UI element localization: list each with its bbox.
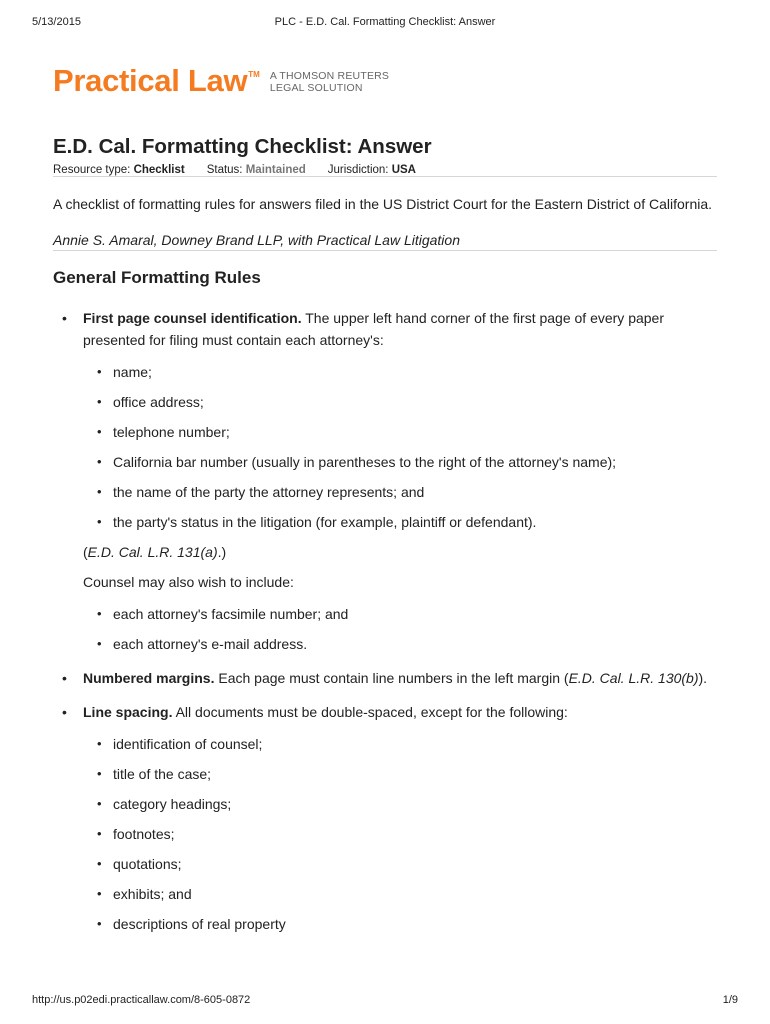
meta-status	[207, 164, 306, 176]
list-item: • California bar number (usually in parentheses to the right of the attorney's name);	[83, 451, 717, 473]
document-summary: A checklist of formatting rules for answers filed in the US District Court for the Eastern District of California.	[53, 196, 713, 212]
list-item: • descriptions of real property	[83, 913, 717, 935]
print-title: PLC - E.D. Cal. Formatting Checklist: Answer	[274, 16, 496, 28]
logo-tm: TM	[248, 70, 260, 79]
list-item: • identification of counsel;	[83, 733, 717, 755]
list-item: • the name of the party the attorney represents; and	[83, 481, 717, 503]
list-item: • title of the case;	[83, 763, 717, 785]
meta-resource-type	[53, 164, 185, 176]
meta-status-label: Status:	[206, 164, 243, 176]
list-item: • footnotes;	[83, 823, 717, 845]
page-title: E.D. Cal. Formatting Checklist: Answer	[53, 135, 432, 158]
list-item	[53, 701, 717, 935]
citation-paragraph	[83, 541, 717, 563]
meta-jurisdiction-label: Jurisdiction:	[327, 164, 389, 176]
practical-law-logo[interactable]	[53, 64, 389, 98]
document-authors: Annie S. Amaral, Downey Brand LLP, with Practical Law Litigation	[53, 232, 460, 248]
sub-list	[83, 733, 717, 935]
rule-lead: First page counsel identification.	[83, 310, 302, 326]
list-item: • name;	[83, 361, 717, 383]
sub-list	[83, 361, 717, 533]
print-footer	[32, 994, 738, 1010]
document-content	[53, 134, 717, 947]
rule-text: The upper left hand corner of the first page of every paper presented for filing must contain each attorney's:	[83, 310, 665, 348]
section-heading: General Formatting Rules	[53, 268, 261, 287]
divider	[53, 250, 717, 251]
divider	[53, 176, 717, 177]
also-include-text: Counsel may also wish to include:	[83, 574, 294, 590]
rule-text: Each page must contain line numbers in the left margin (	[214, 670, 569, 686]
page-number: 1/9	[722, 994, 738, 1006]
list-item: • each attorney's facsimile number; and	[83, 603, 717, 625]
list-item: • each attorney's e-mail address.	[83, 633, 717, 655]
print-date: 5/13/2015	[32, 16, 81, 28]
rules-list	[53, 307, 717, 935]
meta-resource-type-value: Checklist	[133, 164, 185, 176]
logo-subtitle-line1: A THOMSON REUTERS	[269, 70, 390, 82]
page-url[interactable]: http://us.p02edi.practicallaw.com/8-605-0872	[32, 994, 251, 1006]
meta-jurisdiction	[328, 164, 416, 176]
logo-wordmark: Practical Law	[53, 63, 248, 98]
cite-close: .)	[217, 544, 227, 560]
list-item: • exhibits; and	[83, 883, 717, 905]
list-item: • telephone number;	[83, 421, 717, 443]
list-item: • quotations;	[83, 853, 717, 875]
print-header	[32, 16, 738, 32]
rule-lead: Line spacing.	[83, 704, 173, 720]
meta-resource-type-label: Resource type:	[53, 164, 131, 176]
resource-meta	[53, 164, 717, 176]
list-item	[53, 307, 717, 655]
logo-subtitle-line2: LEGAL SOLUTION	[269, 82, 363, 94]
list-item: • category headings;	[83, 793, 717, 815]
list-item	[53, 667, 717, 689]
rule-text: All documents must be double-spaced, except for the following:	[172, 704, 568, 720]
meta-jurisdiction-value: USA	[391, 164, 416, 176]
list-item: • office address;	[83, 391, 717, 413]
cite-close: ).	[698, 670, 708, 686]
logo-subtitle	[270, 70, 389, 94]
status-badge: Maintained	[245, 164, 306, 176]
citation-link[interactable]: E.D. Cal. L.R. 130(b)	[568, 670, 699, 686]
cite-open: (	[83, 544, 88, 560]
rule-lead: Numbered margins.	[83, 670, 215, 686]
list-item: • the party's status in the litigation (for example, plaintiff or defendant).	[83, 511, 717, 533]
sub-list	[83, 603, 717, 655]
citation-link[interactable]: E.D. Cal. L.R. 131(a)	[87, 544, 218, 560]
